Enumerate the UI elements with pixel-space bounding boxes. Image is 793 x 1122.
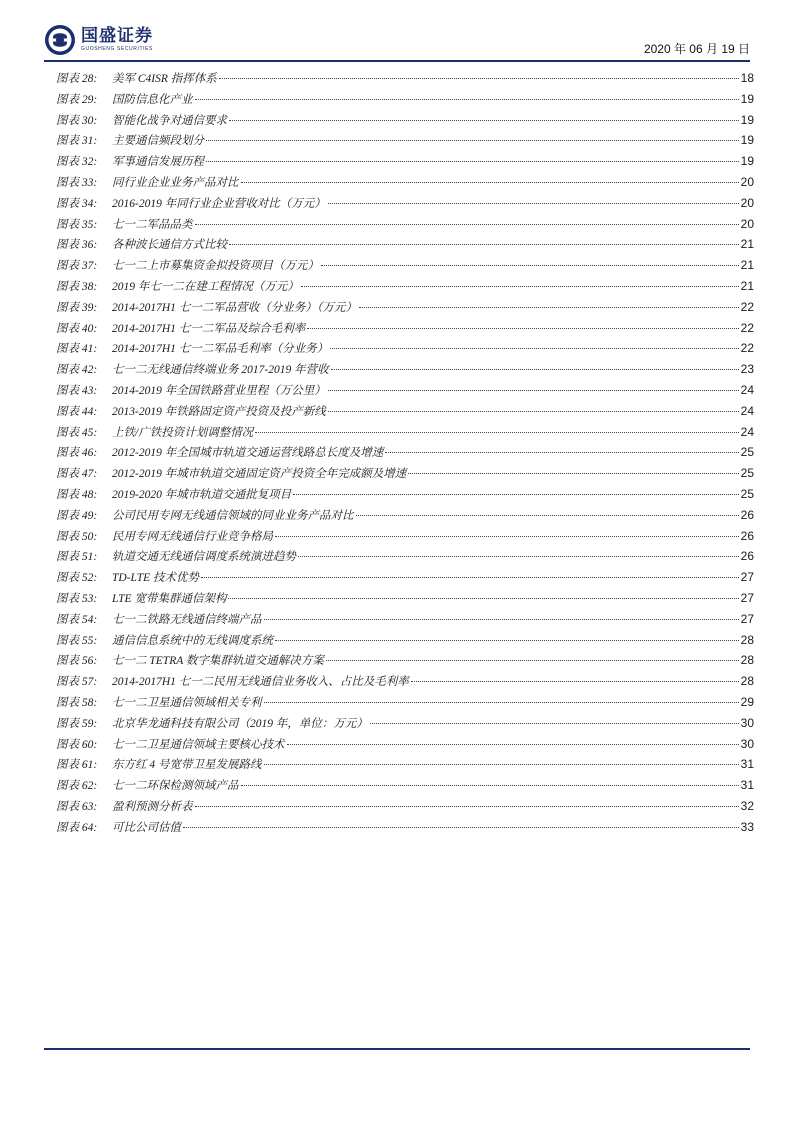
- toc-entry-page-number: 20: [740, 195, 754, 210]
- toc-entry[interactable]: [56, 798, 754, 819]
- toc-entry[interactable]: [56, 507, 754, 528]
- toc-entry-label: 图表 59:: [56, 717, 98, 730]
- toc-dot-leader: [255, 432, 738, 433]
- toc-entry-label: 图表 35:: [56, 218, 98, 231]
- toc-entry-page-number: 32: [740, 798, 754, 813]
- toc-entry-page-number: 21: [740, 278, 754, 293]
- toc-entry-page-number: 31: [740, 757, 754, 772]
- toc-entry-label: 图表 49:: [56, 509, 98, 522]
- toc-dot-leader: [411, 681, 739, 682]
- toc-entry-page-number: 19: [740, 154, 754, 169]
- toc-entry-label: 图表 42:: [56, 364, 98, 377]
- toc-entry-title: 2012-2019 年城市轨道交通固定资产投资全年完成额及增速: [112, 468, 407, 481]
- toc-dot-leader: [275, 536, 739, 537]
- toc-dot-leader: [331, 369, 739, 370]
- toc-entry-label: 图表 48:: [56, 488, 98, 501]
- toc-entry[interactable]: [56, 424, 754, 445]
- toc-entry-label: 图表 33:: [56, 176, 98, 189]
- toc-entry-page-number: 30: [740, 736, 754, 751]
- toc-dot-leader: [326, 660, 739, 661]
- toc-dot-leader: [293, 494, 738, 495]
- toc-dot-leader: [229, 244, 739, 245]
- toc-dot-leader: [385, 452, 738, 453]
- toc-entry-page-number: 33: [740, 819, 754, 834]
- toc-entry[interactable]: [56, 465, 754, 486]
- toc-entry[interactable]: [56, 403, 754, 424]
- toc-entry-label: 图表 36:: [56, 239, 98, 252]
- toc-dot-leader: [321, 265, 739, 266]
- toc-entry-page-number: 26: [740, 528, 754, 543]
- toc-entry-page-number: 28: [740, 632, 754, 647]
- toc-entry[interactable]: [56, 694, 754, 715]
- toc-entry-title: 七一二卫星通信领域相关专利: [112, 696, 262, 709]
- toc-entry-label: 图表 45:: [56, 426, 98, 439]
- toc-entry[interactable]: [56, 528, 754, 549]
- toc-entry-title: 2014-2017H1 七一二军品营收（分业务）（万元）: [112, 301, 358, 314]
- toc-dot-leader: [195, 806, 739, 807]
- toc-entry-label: 图表 60:: [56, 738, 98, 751]
- toc-dot-leader: [356, 515, 739, 516]
- toc-entry-page-number: 19: [740, 133, 754, 148]
- toc-entry-title: 七一二无线通信终端业务 2017-2019 年营收: [112, 364, 329, 377]
- toc-dot-leader: [359, 307, 739, 308]
- toc-dot-leader: [328, 390, 739, 391]
- toc-entry-label: 图表 44:: [56, 405, 98, 418]
- toc-entry-title: 主要通信频段划分: [112, 135, 204, 148]
- toc-entry-title: 七一二 TETRA 数字集群轨道交通解决方案: [112, 655, 324, 668]
- toc-entry[interactable]: [56, 340, 754, 361]
- toc-entry-page-number: 18: [740, 71, 754, 85]
- toc-entry-page-number: 31: [740, 778, 754, 793]
- toc-entry-page-number: 28: [740, 653, 754, 668]
- toc-entry[interactable]: [56, 132, 754, 153]
- toc-entry[interactable]: [56, 361, 754, 382]
- toc-dot-leader: [264, 702, 739, 703]
- toc-entry[interactable]: [56, 195, 754, 216]
- page-header: [44, 22, 750, 58]
- toc-dot-leader: [301, 286, 739, 287]
- toc-entry-page-number: 28: [740, 674, 754, 689]
- toc-entry-page-number: 26: [740, 549, 754, 564]
- toc-entry-label: 图表 37:: [56, 260, 98, 273]
- toc-dot-leader: [330, 348, 738, 349]
- logo-english-name: GUOSHENG SECURITIES: [81, 46, 153, 52]
- toc-entry-label: 图表 31:: [56, 135, 98, 148]
- toc-dot-leader: [287, 744, 739, 745]
- figure-index-list: [56, 70, 754, 839]
- toc-entry[interactable]: [56, 444, 754, 465]
- toc-entry-title: 2012-2019 年全国城市轨道交通运营线路总长度及增速: [112, 447, 384, 460]
- toc-entry-title: 七一二环保检测领域产品: [112, 780, 239, 793]
- toc-entry-page-number: 24: [740, 403, 754, 418]
- toc-entry[interactable]: [56, 278, 754, 299]
- toc-dot-leader: [264, 764, 739, 765]
- toc-entry[interactable]: [56, 236, 754, 257]
- toc-entry-title: 七一二军品品类: [112, 218, 193, 231]
- toc-dot-leader: [195, 224, 739, 225]
- toc-entry-page-number: 26: [740, 507, 754, 522]
- toc-entry-title: 同行业企业业务产品对比: [112, 176, 239, 189]
- toc-dot-leader: [370, 723, 739, 724]
- toc-entry[interactable]: [56, 756, 754, 777]
- toc-entry[interactable]: [56, 777, 754, 798]
- toc-entry-title: 东方红 4 号宽带卫星发展路线: [112, 759, 262, 772]
- toc-entry-title: 2013-2019 年铁路固定资产投资及投产新线: [112, 405, 326, 418]
- toc-dot-leader: [206, 161, 739, 162]
- toc-entry-label: 图表 32:: [56, 156, 98, 169]
- toc-entry-label: 图表 64:: [56, 821, 98, 834]
- toc-dot-leader: [183, 827, 739, 828]
- toc-entry-page-number: 22: [740, 299, 754, 314]
- toc-entry[interactable]: [56, 569, 754, 590]
- toc-entry-label: 图表 41:: [56, 343, 98, 356]
- toc-entry-title: 七一二铁路无线通信终端产品: [112, 613, 262, 626]
- toc-dot-leader: [328, 203, 739, 204]
- toc-dot-leader: [307, 328, 738, 329]
- toc-entry-title: 2019 年七一二在建工程情况（万元）: [112, 280, 299, 293]
- toc-entry-label: 图表 58:: [56, 696, 98, 709]
- toc-entry-label: 图表 43:: [56, 384, 98, 397]
- report-date: 2020 年 06 月 19 日: [643, 42, 750, 56]
- toc-dot-leader: [219, 78, 739, 79]
- toc-entry-label: 图表 55:: [56, 634, 98, 647]
- toc-entry-title: 可比公司估值: [112, 821, 181, 834]
- toc-entry[interactable]: [56, 382, 754, 403]
- toc-dot-leader: [241, 785, 739, 786]
- toc-entry-title: 各种波长通信方式比较: [112, 239, 227, 252]
- toc-entry-label: 图表 39:: [56, 301, 98, 314]
- toc-dot-leader: [241, 182, 739, 183]
- toc-entry-title: 智能化战争对通信要求: [112, 114, 227, 127]
- toc-entry[interactable]: [56, 715, 754, 736]
- toc-entry-title: 2014-2017H1 七一二民用无线通信业务收入、占比及毛利率: [112, 676, 409, 689]
- toc-entry[interactable]: [56, 736, 754, 757]
- footer-divider: [44, 1048, 750, 1050]
- toc-entry-label: 图表 56:: [56, 655, 98, 668]
- toc-entry[interactable]: [56, 632, 754, 653]
- toc-entry-page-number: 21: [740, 258, 754, 273]
- toc-entry[interactable]: [56, 819, 754, 840]
- logo-chinese-name: 国盛证券: [81, 26, 153, 46]
- toc-entry-title: LTE 宽带集群通信架构: [112, 592, 227, 605]
- toc-dot-leader: [275, 640, 739, 641]
- toc-dot-leader: [264, 619, 739, 620]
- toc-entry-title: 国防信息化产业: [112, 93, 193, 106]
- toc-entry-title: 2019-2020 年城市轨道交通批复项目: [112, 488, 292, 501]
- toc-entry-title: 通信信息系统中的无线调度系统: [112, 634, 273, 647]
- toc-entry-title: 2016-2019 年同行业企业营收对比（万元）: [112, 197, 326, 210]
- company-logo: [44, 24, 153, 56]
- toc-dot-leader: [195, 99, 739, 100]
- toc-entry-label: 图表 52:: [56, 572, 98, 585]
- toc-entry[interactable]: [56, 174, 754, 195]
- toc-dot-leader: [298, 556, 739, 557]
- toc-entry-label: 图表 61:: [56, 759, 98, 772]
- toc-entry[interactable]: [56, 91, 754, 112]
- toc-dot-leader: [206, 140, 739, 141]
- toc-entry-title: 七一二上市募集资金拟投资项目（万元）: [112, 260, 319, 273]
- toc-entry-title: 2014-2017H1 七一二军品毛利率（分业务）: [112, 343, 329, 356]
- toc-entry-title: 七一二卫星通信领域主要核心技术: [112, 738, 285, 751]
- toc-entry-page-number: 30: [740, 715, 754, 730]
- toc-entry-page-number: 29: [740, 694, 754, 709]
- toc-entry[interactable]: [56, 70, 754, 91]
- toc-entry-title: 2014-2017H1 七一二军品及综合毛利率: [112, 322, 306, 335]
- toc-dot-leader: [328, 411, 739, 412]
- toc-entry-title: 公司民用专网无线通信领域的同业业务产品对比: [112, 509, 354, 522]
- toc-entry[interactable]: [56, 486, 754, 507]
- toc-entry-label: 图表 47:: [56, 468, 98, 481]
- toc-entry-label: 图表 51:: [56, 551, 98, 564]
- toc-entry-page-number: 27: [740, 570, 754, 585]
- toc-entry-title: 上铁/广铁投资计划调整情况: [112, 426, 254, 439]
- toc-entry-title: 美军 C4ISR 指挥体系: [112, 73, 217, 85]
- toc-entry-title: 北京华龙通科技有限公司（2019 年，单位：万元）: [112, 717, 368, 730]
- toc-entry-title: 2014-2019 年全国铁路营业里程（万公里）: [112, 384, 326, 397]
- toc-entry-page-number: 19: [740, 112, 754, 127]
- toc-dot-leader: [229, 120, 739, 121]
- toc-entry[interactable]: [56, 112, 754, 133]
- toc-entry-label: 图表 63:: [56, 800, 98, 813]
- guosheng-logo-icon: [44, 24, 76, 56]
- toc-entry-page-number: 27: [740, 590, 754, 605]
- header-divider: [44, 60, 750, 62]
- toc-entry[interactable]: [56, 320, 754, 341]
- toc-entry-page-number: 21: [740, 237, 754, 252]
- toc-entry-page-number: 24: [740, 382, 754, 397]
- toc-entry-page-number: 22: [740, 320, 754, 335]
- toc-entry-label: 图表 30:: [56, 114, 98, 127]
- toc-entry-page-number: 23: [740, 362, 754, 377]
- toc-entry-label: 图表 28:: [56, 73, 98, 85]
- toc-entry-page-number: 27: [740, 611, 754, 626]
- toc-entry[interactable]: [56, 590, 754, 611]
- toc-entry-title: 民用专网无线通信行业竞争格局: [112, 530, 273, 543]
- toc-entry-label: 图表 40:: [56, 322, 98, 335]
- toc-entry-label: 图表 62:: [56, 780, 98, 793]
- toc-dot-leader: [228, 598, 738, 599]
- toc-entry-page-number: 20: [740, 174, 754, 189]
- toc-entry-title: 盈利预测分析表: [112, 800, 193, 813]
- toc-entry[interactable]: [56, 257, 754, 278]
- toc-entry-page-number: 24: [740, 424, 754, 439]
- toc-entry[interactable]: [56, 611, 754, 632]
- toc-entry-title: 轨道交通无线通信调度系统演进趋势: [112, 551, 296, 564]
- toc-entry-page-number: 20: [740, 216, 754, 231]
- toc-entry-page-number: 25: [740, 445, 754, 460]
- toc-entry-label: 图表 34:: [56, 197, 98, 210]
- toc-entry-title: 军事通信发展历程: [112, 156, 204, 169]
- toc-entry-label: 图表 38:: [56, 280, 98, 293]
- toc-dot-leader: [201, 577, 739, 578]
- toc-entry[interactable]: [56, 153, 754, 174]
- toc-entry-page-number: 25: [740, 466, 754, 481]
- toc-entry-label: 图表 46:: [56, 447, 98, 460]
- toc-entry[interactable]: [56, 548, 754, 569]
- toc-entry-label: 图表 54:: [56, 613, 98, 626]
- toc-entry[interactable]: [56, 299, 754, 320]
- toc-entry[interactable]: [56, 673, 754, 694]
- toc-entry-page-number: 22: [740, 341, 754, 356]
- toc-entry-label: 图表 57:: [56, 676, 98, 689]
- toc-entry-title: TD-LTE 技术优势: [112, 572, 199, 585]
- toc-entry[interactable]: [56, 216, 754, 237]
- toc-entry-page-number: 25: [740, 486, 754, 501]
- toc-dot-leader: [408, 473, 738, 474]
- toc-entry-label: 图表 29:: [56, 93, 98, 106]
- toc-entry[interactable]: [56, 652, 754, 673]
- toc-entry-label: 图表 50:: [56, 530, 98, 543]
- toc-entry-label: 图表 53:: [56, 592, 98, 605]
- toc-entry-page-number: 19: [740, 91, 754, 106]
